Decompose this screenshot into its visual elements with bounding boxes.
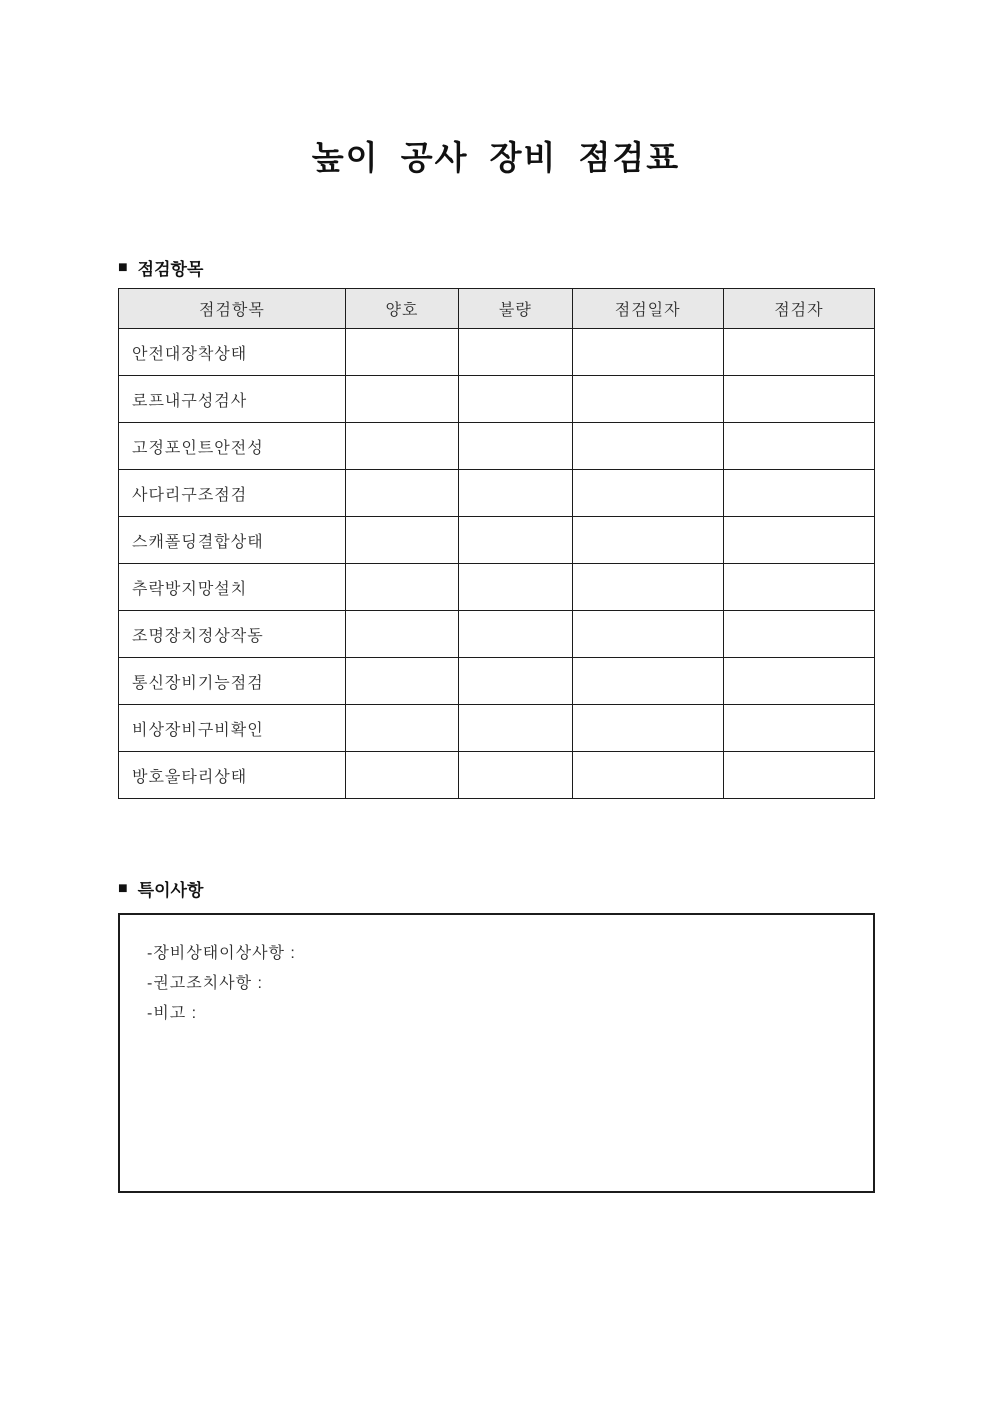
inspection-item-label: 안전대장착상태 xyxy=(119,329,346,376)
table-row xyxy=(119,658,875,705)
date-cell xyxy=(572,423,723,470)
inspector-cell xyxy=(723,705,874,752)
good-cell xyxy=(345,564,458,611)
date-cell xyxy=(572,376,723,423)
good-cell xyxy=(345,470,458,517)
notes-box xyxy=(118,913,875,1193)
inspector-cell xyxy=(723,423,874,470)
table-row xyxy=(119,517,875,564)
defect-cell xyxy=(459,705,572,752)
table-row xyxy=(119,752,875,799)
inspection-item-label: 사다리구조점검 xyxy=(119,470,346,517)
good-cell xyxy=(345,517,458,564)
table-row xyxy=(119,423,875,470)
column-header-0: 점검항목 xyxy=(119,289,346,329)
notes-section-title: 특이사항 xyxy=(137,881,204,900)
table-header-row xyxy=(119,289,875,329)
good-cell xyxy=(345,611,458,658)
inspection-item-label: 통신장비기능점검 xyxy=(119,658,346,705)
column-header-2: 불량 xyxy=(459,289,572,329)
defect-cell xyxy=(459,517,572,564)
good-cell xyxy=(345,376,458,423)
inspector-cell xyxy=(723,376,874,423)
notes-line: -비고 : xyxy=(147,1005,198,1022)
defect-cell xyxy=(459,752,572,799)
inspector-cell xyxy=(723,329,874,376)
inspector-cell xyxy=(723,658,874,705)
good-cell xyxy=(345,423,458,470)
square-bullet-icon: ■ xyxy=(118,879,128,897)
inspection-item-label: 조명장치정상작동 xyxy=(119,611,346,658)
date-cell xyxy=(572,658,723,705)
inspection-item-label: 추락방지망설치 xyxy=(119,564,346,611)
date-cell xyxy=(572,517,723,564)
table-row xyxy=(119,329,875,376)
notes-line: -권고조치사항 : xyxy=(147,975,263,992)
inspection-item-label: 고정포인트안전성 xyxy=(119,423,346,470)
defect-cell xyxy=(459,423,572,470)
defect-cell xyxy=(459,329,572,376)
good-cell xyxy=(345,752,458,799)
inspection-item-label: 방호울타리상태 xyxy=(119,752,346,799)
defect-cell xyxy=(459,658,572,705)
inspector-cell xyxy=(723,611,874,658)
table-row xyxy=(119,611,875,658)
table-body xyxy=(119,329,875,799)
defect-cell xyxy=(459,564,572,611)
good-cell xyxy=(345,658,458,705)
date-cell xyxy=(572,329,723,376)
checklist-section-title: 점검항목 xyxy=(137,260,204,279)
table-row xyxy=(119,470,875,517)
date-cell xyxy=(572,470,723,517)
inspection-item-label: 비상장비구비확인 xyxy=(119,705,346,752)
notes-section-heading xyxy=(118,876,203,901)
inspector-cell xyxy=(723,470,874,517)
table-row xyxy=(119,564,875,611)
date-cell xyxy=(572,705,723,752)
date-cell xyxy=(572,752,723,799)
column-header-4: 점검자 xyxy=(723,289,874,329)
table-row xyxy=(119,705,875,752)
column-header-3: 점검일자 xyxy=(572,289,723,329)
defect-cell xyxy=(459,470,572,517)
good-cell xyxy=(345,329,458,376)
inspection-table xyxy=(118,288,875,799)
column-header-1: 양호 xyxy=(345,289,458,329)
square-bullet-icon: ■ xyxy=(118,258,128,276)
date-cell xyxy=(572,564,723,611)
inspection-item-label: 로프내구성검사 xyxy=(119,376,346,423)
inspector-cell xyxy=(723,517,874,564)
table-row xyxy=(119,376,875,423)
page-title: 높이 공사 장비 점검표 xyxy=(311,139,681,176)
date-cell xyxy=(572,611,723,658)
defect-cell xyxy=(459,376,572,423)
notes-line: -장비상태이상사항 : xyxy=(147,945,296,962)
checklist-section-heading xyxy=(118,255,203,280)
inspector-cell xyxy=(723,752,874,799)
good-cell xyxy=(345,705,458,752)
defect-cell xyxy=(459,611,572,658)
inspection-item-label: 스캐폴딩결합상태 xyxy=(119,517,346,564)
inspector-cell xyxy=(723,564,874,611)
